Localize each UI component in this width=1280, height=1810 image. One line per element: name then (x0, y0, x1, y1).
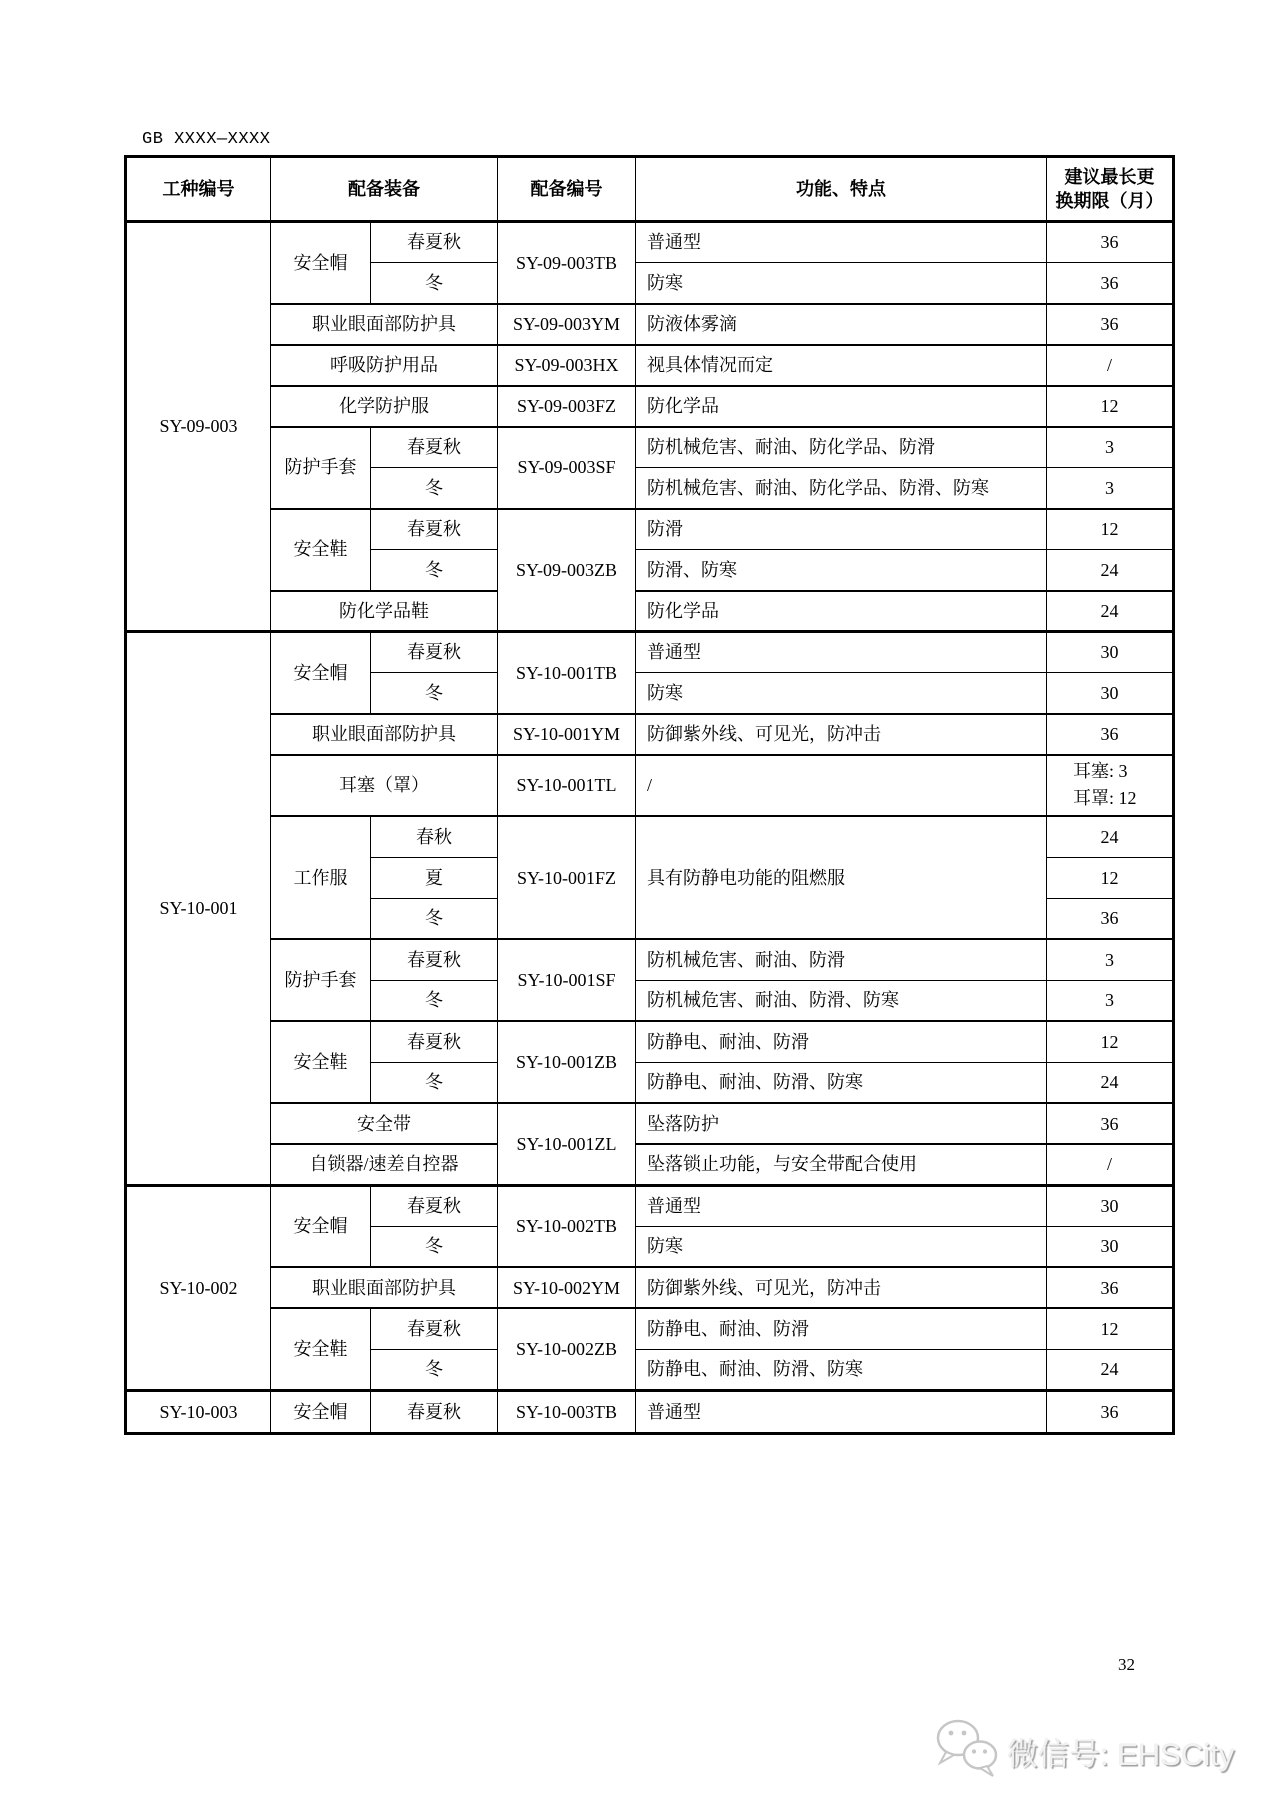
table-row (126, 1267, 1174, 1308)
table-cell: 春秋 (371, 816, 498, 857)
table-cell: 防寒 (636, 263, 1047, 304)
table-cell: 防机械危害、耐油、防化学品、防滑 (636, 427, 1047, 468)
table-cell: 防静电、耐油、防滑、防寒 (636, 1062, 1047, 1103)
table-cell: 冬 (371, 468, 498, 509)
table-cell: 春夏秋 (371, 939, 498, 980)
table-cell: SY-10-001FZ (498, 816, 636, 939)
table-cell: SY-10-001 (126, 632, 271, 1186)
table-cell: 春夏秋 (371, 1185, 498, 1226)
header-cell: 配备编号 (498, 157, 636, 222)
table-row (126, 816, 1174, 857)
table-cell: 防机械危害、耐油、防滑 (636, 939, 1047, 980)
table-cell: 3 (1047, 939, 1174, 980)
table-cell: / (1047, 345, 1174, 386)
watermark-text: 微信号: EHSCity (1007, 1736, 1235, 1772)
table-cell: 安全带 (271, 1103, 498, 1144)
table-cell: 冬 (371, 1349, 498, 1390)
table-cell: SY-10-001TL (498, 755, 636, 817)
table-row (126, 1103, 1174, 1144)
table-cell: 36 (1047, 714, 1174, 755)
wechat-icon (934, 1717, 1000, 1786)
table-cell: 防寒 (636, 673, 1047, 714)
table-cell: 24 (1047, 591, 1174, 632)
table-cell: 春夏秋 (371, 427, 498, 468)
table-cell: 24 (1047, 550, 1174, 591)
table-cell: 安全鞋 (271, 1308, 371, 1390)
table-cell: 防机械危害、耐油、防化学品、防滑、防寒 (636, 468, 1047, 509)
table-row (126, 1308, 1174, 1349)
header-cell: 工种编号 (126, 157, 271, 222)
table-cell: 视具体情况而定 (636, 345, 1047, 386)
table-cell: 安全帽 (271, 632, 371, 714)
table-row (126, 1390, 1174, 1433)
table-cell: 冬 (371, 1226, 498, 1267)
table-cell: 坠落锁止功能，与安全带配合使用 (636, 1144, 1047, 1185)
table-cell: 防静电、耐油、防滑 (636, 1308, 1047, 1349)
table-cell: SY-10-003TB (498, 1390, 636, 1433)
table-cell: 安全鞋 (271, 509, 371, 591)
table-cell: 冬 (371, 1062, 498, 1103)
table-cell: 普通型 (636, 1185, 1047, 1226)
table-cell: 安全帽 (271, 1390, 371, 1433)
table-row (126, 939, 1174, 980)
table-cell: 30 (1047, 673, 1174, 714)
table-cell: 耳塞: 3 耳罩: 12 (1047, 755, 1174, 817)
table-cell: 防护手套 (271, 939, 371, 1021)
table-cell: 化学防护服 (271, 386, 498, 427)
table-row (126, 509, 1174, 550)
table-body (126, 222, 1174, 1434)
table-cell: / (1047, 1144, 1174, 1185)
table-row (126, 632, 1174, 673)
table-cell: 36 (1047, 1103, 1174, 1144)
table-cell: 安全鞋 (271, 1021, 371, 1103)
table-row (126, 427, 1174, 468)
table-cell: 春夏秋 (371, 222, 498, 263)
table-row (126, 1021, 1174, 1062)
table-cell: 3 (1047, 427, 1174, 468)
table-cell: 12 (1047, 1308, 1174, 1349)
table-row (126, 755, 1174, 817)
table-row (126, 1185, 1174, 1226)
table-cell: SY-09-003TB (498, 222, 636, 304)
table-cell: 春夏秋 (371, 509, 498, 550)
header-cell: 配备装备 (271, 157, 498, 222)
table-cell: SY-10-002TB (498, 1185, 636, 1267)
table-cell: SY-09-003ZB (498, 509, 636, 632)
table-cell: SY-09-003SF (498, 427, 636, 509)
table-cell: 自锁器/速差自控器 (271, 1144, 498, 1185)
doc-code: GB XXXX—XXXX (142, 130, 271, 149)
table-cell: 30 (1047, 1226, 1174, 1267)
table-cell: 24 (1047, 816, 1174, 857)
page-number: 32 (1118, 1655, 1135, 1674)
table-cell: 夏 (371, 857, 498, 898)
table-cell: 冬 (371, 898, 498, 939)
table-cell: SY-10-001YM (498, 714, 636, 755)
table-cell: 呼吸防护用品 (271, 345, 498, 386)
table-cell: 冬 (371, 263, 498, 304)
header-cell: 功能、特点 (636, 157, 1047, 222)
table-cell: 12 (1047, 857, 1174, 898)
table-cell: 防静电、耐油、防滑、防寒 (636, 1349, 1047, 1390)
table-cell: 职业眼面部防护具 (271, 714, 498, 755)
table-cell: / (636, 755, 1047, 817)
table-cell: 36 (1047, 304, 1174, 345)
table-cell: 防静电、耐油、防滑 (636, 1021, 1047, 1062)
table-cell: 安全帽 (271, 222, 371, 304)
table-cell: SY-10-001SF (498, 939, 636, 1021)
table-cell: SY-10-002YM (498, 1267, 636, 1308)
table-row (126, 714, 1174, 755)
table-cell: 3 (1047, 980, 1174, 1021)
table-cell: 防滑 (636, 509, 1047, 550)
watermark (934, 1718, 1234, 1784)
table-cell: 36 (1047, 1267, 1174, 1308)
table-cell: 冬 (371, 673, 498, 714)
table-cell: 防液体雾滴 (636, 304, 1047, 345)
table-cell: SY-09-003HX (498, 345, 636, 386)
table-cell: SY-09-003YM (498, 304, 636, 345)
table-cell: 职业眼面部防护具 (271, 1267, 498, 1308)
table-cell: 春夏秋 (371, 632, 498, 673)
table-cell: SY-10-002 (126, 1185, 271, 1390)
table-cell: 36 (1047, 222, 1174, 263)
table-cell: 36 (1047, 898, 1174, 939)
table-row (126, 591, 1174, 632)
table-cell: 普通型 (636, 222, 1047, 263)
table-cell: SY-10-001ZB (498, 1021, 636, 1103)
table-cell: 冬 (371, 980, 498, 1021)
table-row (126, 222, 1174, 263)
table-cell: SY-09-003 (126, 222, 271, 632)
table-cell: 30 (1047, 632, 1174, 673)
table-cell: 12 (1047, 386, 1174, 427)
table-cell: 防滑、防寒 (636, 550, 1047, 591)
table-cell: 防化学品鞋 (271, 591, 498, 632)
table-cell: 防化学品 (636, 591, 1047, 632)
table-cell: 耳塞（罩） (271, 755, 498, 817)
table-cell: 工作服 (271, 816, 371, 939)
ppe-table (124, 155, 1175, 1435)
table-cell: 30 (1047, 1185, 1174, 1226)
table-cell: 防御紫外线、可见光，防冲击 (636, 714, 1047, 755)
table-row (126, 304, 1174, 345)
table-cell: SY-10-002ZB (498, 1308, 636, 1390)
table-row (126, 386, 1174, 427)
table-cell: 3 (1047, 468, 1174, 509)
table-cell: 普通型 (636, 632, 1047, 673)
table-row (126, 1144, 1174, 1185)
table-cell: 冬 (371, 550, 498, 591)
table-row (126, 345, 1174, 386)
table-cell: 具有防静电功能的阻燃服 (636, 816, 1047, 939)
table-cell: SY-10-001ZL (498, 1103, 636, 1185)
table-cell: 防护手套 (271, 427, 371, 509)
table-cell: 12 (1047, 1021, 1174, 1062)
header-cell: 建议最长更 换期限（月） (1047, 157, 1174, 222)
table-cell: 防机械危害、耐油、防滑、防寒 (636, 980, 1047, 1021)
table-cell: 防寒 (636, 1226, 1047, 1267)
table-cell: 职业眼面部防护具 (271, 304, 498, 345)
table-cell: SY-10-001TB (498, 632, 636, 714)
table-cell: 春夏秋 (371, 1390, 498, 1433)
table-header-row (126, 157, 1174, 222)
table-cell: 24 (1047, 1349, 1174, 1390)
table-cell: 安全帽 (271, 1185, 371, 1267)
table-cell: 36 (1047, 1390, 1174, 1433)
table-cell: 防御紫外线、可见光，防冲击 (636, 1267, 1047, 1308)
table-cell: 24 (1047, 1062, 1174, 1103)
table-cell: SY-09-003FZ (498, 386, 636, 427)
table-cell: SY-10-003 (126, 1390, 271, 1433)
table-cell: 防化学品 (636, 386, 1047, 427)
table-cell: 普通型 (636, 1390, 1047, 1433)
table-cell: 春夏秋 (371, 1308, 498, 1349)
table-cell: 12 (1047, 509, 1174, 550)
table-cell: 36 (1047, 263, 1174, 304)
table-cell: 春夏秋 (371, 1021, 498, 1062)
table-cell: 坠落防护 (636, 1103, 1047, 1144)
